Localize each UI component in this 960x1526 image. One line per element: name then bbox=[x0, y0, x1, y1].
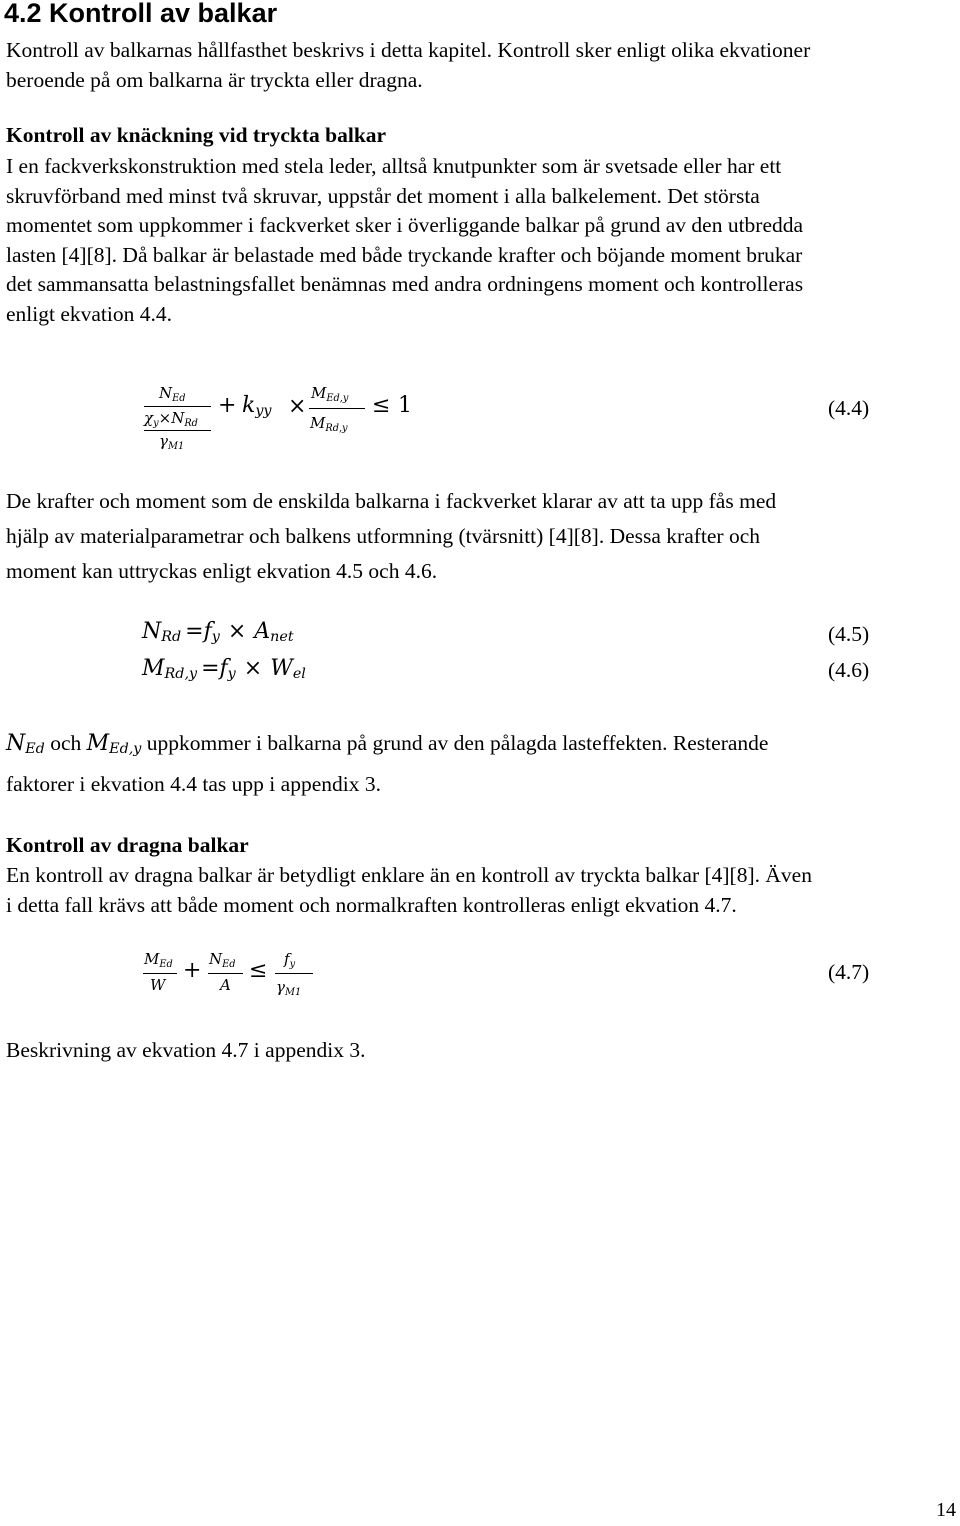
paragraph-material bbox=[6, 484, 956, 589]
text-line: moment kan uttryckas enligt ekvation 4.5 och 4.6. bbox=[6, 559, 438, 583]
paragraph-knackning bbox=[6, 152, 956, 329]
eq47-fraction-bar-3 bbox=[275, 973, 313, 974]
eq47-leq: ≤ bbox=[249, 958, 268, 983]
eq47-gamma: $\gamma_{M1}$ bbox=[276, 978, 302, 998]
eq44-gamma: $\gamma_{M1}$ bbox=[159, 432, 185, 452]
text-line: momentet som uppkommer i fackverket sker i överliggande balkar på grund av den utbredda bbox=[6, 213, 804, 237]
equation-number: (4.7) bbox=[828, 960, 870, 984]
subsection-heading-knackning: Kontroll av knäckning vid tryckta balkar bbox=[6, 123, 387, 147]
text-line: I en fackverkskonstruktion med stela leder, alltså knutpunkter som är svetsade eller har ett bbox=[6, 154, 782, 178]
paragraph-resterande bbox=[6, 726, 956, 802]
eq47-fraction-bar-2 bbox=[208, 973, 243, 974]
eq47-f: $f_y$ bbox=[284, 950, 296, 970]
eq44-times: × bbox=[288, 394, 307, 419]
text-line: Kontroll av balkarnas hållfasthet beskrivs i detta kapitel. Kontroll sker enligt olika ekvationer bbox=[6, 38, 811, 62]
eq44-plus: + bbox=[218, 393, 237, 418]
eq44-m-top: $M_{Ed,y}$ bbox=[311, 384, 349, 404]
eq44-denominator-top: $\chi_y\times N_{Rd}$ bbox=[144, 409, 198, 429]
text-line: hjälp av materialparametrar och balkens utformning (tvärsnitt) [4][8]. Dessa krafter och bbox=[6, 524, 760, 548]
text-line: i detta fall krävs att både moment och normalkraften kontrolleras enligt ekvation 4.7. bbox=[6, 892, 737, 917]
text-line: De krafter och moment som de enskilda balkarna i fackverket klarar av att ta upp fås med bbox=[6, 489, 777, 513]
eq44-fraction-bar-outer bbox=[144, 430, 211, 431]
eq47-m: $M_{Ed}$ bbox=[144, 950, 173, 970]
page-number: 14 bbox=[936, 1499, 956, 1521]
text-line: skruvförband med minst två skruvar, uppstår det moment i alla balkelement. Det största bbox=[6, 183, 760, 208]
eq47-n: $N_{Ed}$ bbox=[209, 950, 236, 970]
eq44-leq: ≤ bbox=[372, 393, 391, 418]
eq44-k: $k_{yy}$ bbox=[242, 393, 272, 419]
text-line: faktorer i ekvation 4.4 tas upp i appendix 3. bbox=[6, 772, 381, 796]
text-line: lasten [4][8]. Då balkar är belastade med både tryckande krafter och böjande moment brukar bbox=[6, 242, 803, 267]
eq44-one: 1 bbox=[398, 393, 412, 418]
equation-number: (4.5) bbox=[828, 622, 870, 646]
paragraph-dragna bbox=[6, 861, 956, 920]
eq47-fraction-bar-1 bbox=[143, 973, 177, 974]
section-title: 4.2 Kontroll av balkar bbox=[4, 0, 278, 28]
eq47-w: W bbox=[150, 976, 166, 994]
text-line: En kontroll av dragna balkar är betydligt enklare än en kontroll av tryckta balkar [4][8]. Även bbox=[6, 863, 812, 887]
intro-paragraph bbox=[6, 36, 956, 95]
text-line: $N_{Ed}$ och $M_{Ed,y}$ uppkommer i balkarna på grund av den pålagda lasteffekten. Resterande bbox=[6, 731, 769, 757]
eq45-expression: $N_{Rd} =f_y \times A_{net}$ bbox=[142, 619, 294, 645]
equation-number: (4.6) bbox=[828, 658, 870, 682]
eq44-numerator: $N_{Ed}$ bbox=[159, 384, 186, 404]
eq46-expression: $M_{Rd,y} =f_y \times W_{el}$ bbox=[142, 656, 306, 682]
eq44-fraction-bar-inner bbox=[144, 406, 211, 407]
closing-line: Beskrivning av ekvation 4.7 i appendix 3. bbox=[6, 1038, 366, 1062]
eq44-fraction-bar-m bbox=[309, 408, 365, 409]
subsection-heading-dragna: Kontroll av dragna balkar bbox=[6, 833, 249, 857]
text-line: enligt ekvation 4.4. bbox=[6, 301, 172, 326]
text-line: beroende på om balkarna är tryckta eller dragna. bbox=[6, 67, 423, 92]
eq47-plus: + bbox=[183, 958, 202, 983]
eq44-m-bottom: $M_{Rd,y}$ bbox=[310, 414, 348, 434]
eq47-a: A bbox=[220, 976, 231, 994]
text-line: det sammansatta belastningsfallet benämnas med andra ordningens moment och kontrolleras bbox=[6, 272, 804, 296]
equation-number: (4.4) bbox=[828, 396, 870, 420]
